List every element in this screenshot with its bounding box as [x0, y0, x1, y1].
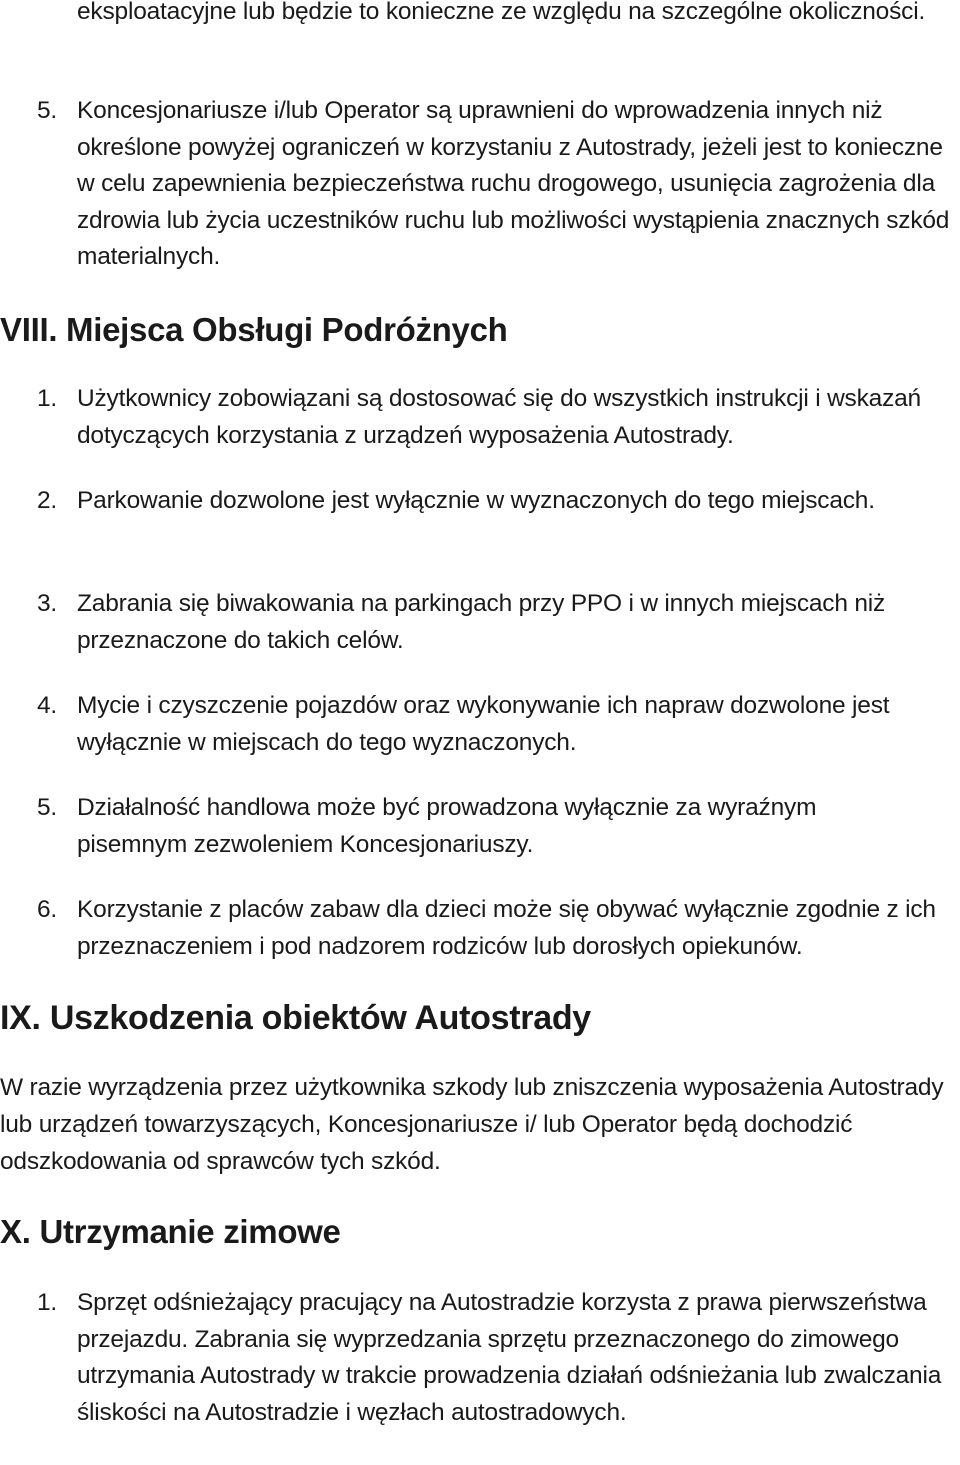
list-item-number: 2.: [37, 487, 58, 514]
list-item: [37, 483, 960, 558]
list-item-text: Parkowanie dozwolone jest wyłącznie w wyznaczonych do tego miejscach.: [77, 487, 875, 514]
list-item-text: Mycie i czyszczenie pojazdów oraz wykonywanie ich napraw dozwolone jest wyłącznie w miejscach do tego wyznaczonych.: [77, 692, 890, 756]
section-ix-paragraph: W razie wyrządzenia przez użytkownika szkody lub zniszczenia wyposażenia Autostrady lub urządzeń towarzyszących, Koncesjonariusze i/ lub Operator będą dochodzić odszkodowania od sprawców tych szkód.: [0, 1074, 944, 1175]
list-item-number: 3.: [37, 590, 58, 617]
list-item-text: Koncesjonariusze i/lub Operator są uprawnieni do wprowadzenia innych niż określone powyżej ograniczeń w korzystaniu z Autostrady, jeżeli jest to konieczne w celu zapewnienia bezpieczeństwa ruchu drogowego, usunięcia zagrożenia dla zdrowia lub życia uczestników ruchu lub możliwości wystąpienia znacznych szkód materialnych.: [77, 97, 950, 270]
paragraph-fragment: eksploatacyjne lub będzie to konieczne ze względu na szczególne okoliczności.: [77, 0, 926, 25]
section-heading-viii: VIII. Miejsca Obsługi Podróżnych: [0, 311, 508, 348]
list-item-number: 5.: [37, 794, 58, 821]
list-item-number: 1.: [37, 385, 58, 412]
section-heading-x: X. Utrzymanie zimowe: [0, 1213, 341, 1250]
list-item-text: Sprzęt odśnieżający pracujący na Autostradzie korzysta z prawa pierwszeństwa przejazdu. Zabrania się wyprzedzania sprzętu przeznaczonego do zimowego utrzymania Autostrady w trakcie prowadzenia działań odśnieżania lub zwalczania śliskości na Autostradzie i węzłach autostradowych.: [77, 1289, 942, 1426]
section-heading-ix: IX. Uszkodzenia obiektów Autostrady: [0, 999, 591, 1037]
list-item-text: Korzystanie z placów zabaw dla dzieci może się obywać wyłącznie zgodnie z ich przeznaczeniem i pod nadzorem rodziców lub dorosłych opiekunów.: [77, 896, 936, 960]
list-item: [37, 892, 960, 967]
list-item-text: Działalność handlowa może być prowadzona wyłącznie za wyraźnym pisemnym zezwoleniem Koncesjonariuszy.: [77, 794, 817, 858]
list-item-text: Zabrania się biwakowania na parkingach przy PPO i w innych miejscach niż przeznaczone do takich celów.: [77, 590, 886, 654]
list-item: [37, 381, 960, 456]
list-item-text: Użytkownicy zobowiązani są dostosować się do wszystkich instrukcji i wskazań dotyczących korzystania z urządzeń wyposażenia Autostrady.: [77, 385, 921, 449]
list-item: [37, 688, 960, 763]
list-item-number: 6.: [37, 896, 58, 923]
list-item: [37, 1285, 960, 1465]
list-item: [37, 790, 960, 865]
list-item-number: 4.: [37, 692, 58, 719]
list-item-number: 1.: [37, 1289, 58, 1316]
list-item-number: 5.: [37, 97, 58, 124]
list-item: [37, 93, 960, 283]
list-item: [37, 586, 960, 661]
